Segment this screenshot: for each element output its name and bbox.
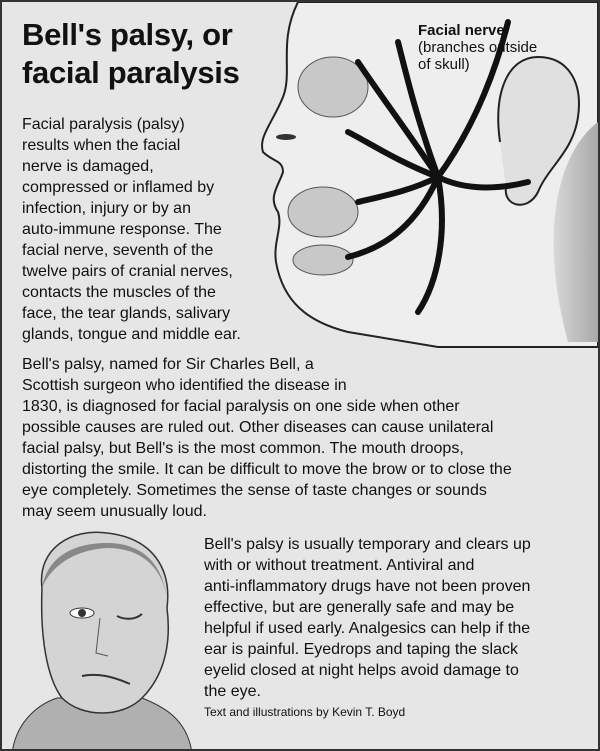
bells-palsy-paragraph: Bell's palsy, named for Sir Charles Bell, a Scottish surgeon who identified the disease in 1830, is diagnosed for facial paralysis on one side when other possible causes are ruled out. Other diseases can cause unilateral facial palsy, but Bell's is the most common. The mouth droops, distorting the smile. It can be difficult to move the brow or to close the eye completely. Sometimes the sense of taste changes or sounds may seem unusually loud. [22,356,512,520]
nerve-label-note: (branches outside of skull) [418,39,538,73]
treatment-paragraph: Bell's palsy is usually temporary and clears up with or without treatment. Antiviral and anti-inflammatory drugs have not been proven effective, but are generally safe and may be helpful if used early. Analgesics can help if the ear is painful. Eyedrops and taping the slack eyelid closed at night helps avoid damage to the eye. [204,536,531,700]
nerve-label-name: Facial nerve [418,22,505,39]
intro-paragraph: Facial paralysis (palsy) results when the facial nerve is damaged, compressed or inflamed by infection, injury or by an auto-immune response. The facial nerve, seventh of the twelve pairs of cranial nerves, contacts the muscles of the face, the tear glands, salivary glands, tongue and middle ear. [22,116,241,343]
bells-palsy-patient-illustration [2,528,202,751]
facial-nerve-label [418,22,537,73]
page-title: Bell's palsy, or facial paralysis [22,17,240,90]
credit-line: Text and illustrations by Kevin T. Boyd [204,705,406,719]
